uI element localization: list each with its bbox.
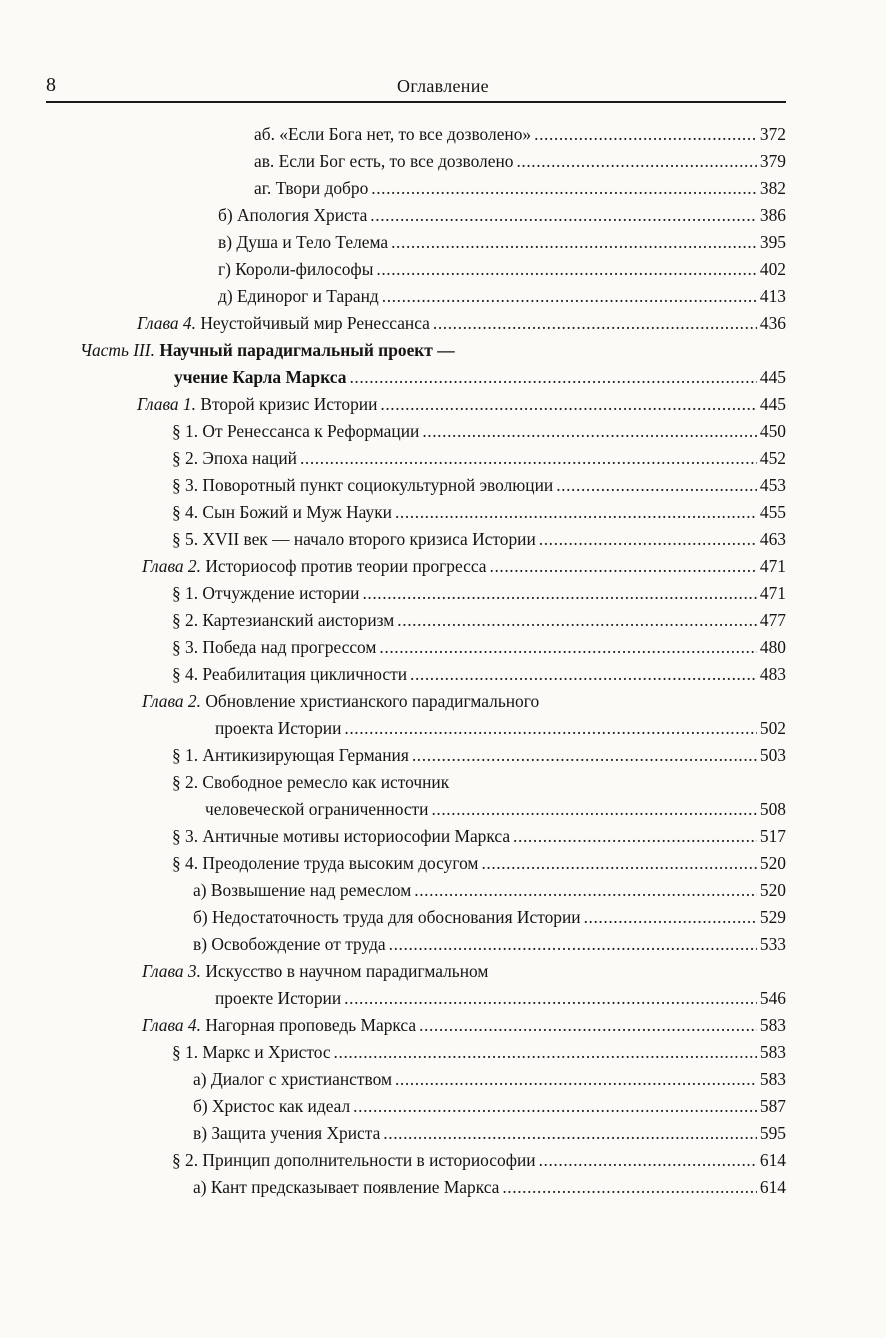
toc-entry-page: 587 <box>759 1096 786 1116</box>
dot-leader <box>362 581 756 605</box>
toc-entry-title: § 3. Поворотный пункт социокультурной эволюции <box>172 475 554 495</box>
toc-entry-page: 614 <box>759 1150 786 1170</box>
dot-leader <box>414 878 757 902</box>
toc-entry-title: ав. Если Бог есть, то все дозволено <box>254 151 514 171</box>
chapter-label: Глава 3. <box>142 961 201 981</box>
toc-entry-page: 372 <box>759 124 786 144</box>
toc-part <box>80 338 455 362</box>
toc-entry-page: 517 <box>759 826 786 846</box>
chapter-label: Глава 2. <box>142 691 201 711</box>
toc-entry <box>172 1040 786 1066</box>
part-label: Часть III. <box>80 340 155 360</box>
toc-entry-title: Второй кризис Истории <box>200 394 378 414</box>
toc-entry-title: § 4. Сын Божий и Муж Науки <box>172 502 392 522</box>
toc-entry-page: 520 <box>759 853 786 873</box>
dot-leader <box>584 905 757 929</box>
toc-entry-page: 402 <box>759 259 786 279</box>
toc-entry-title: а) Диалог с христианством <box>193 1069 392 1089</box>
toc-entry-page: 386 <box>759 205 786 225</box>
dot-leader <box>344 986 757 1010</box>
toc-entry-title: Нагорная проповедь Маркса <box>205 1015 417 1035</box>
toc-entry-page: 520 <box>759 880 786 900</box>
toc-entry <box>193 878 786 904</box>
toc-entry-page: 529 <box>759 907 786 927</box>
toc-chapter <box>142 554 786 580</box>
toc-entry-page: 477 <box>759 610 786 630</box>
toc-entry <box>193 1067 786 1093</box>
toc-entry <box>193 1175 786 1201</box>
toc-entry-page: 583 <box>759 1069 786 1089</box>
toc-entry <box>193 1094 786 1120</box>
toc-entry-title: д) Единорог и Таранд <box>218 286 379 306</box>
dot-leader <box>481 851 756 875</box>
toc-entry-page: 503 <box>759 745 786 765</box>
dot-leader <box>534 122 757 146</box>
dot-leader <box>556 473 757 497</box>
toc-entry-continued <box>205 797 786 823</box>
toc-entry-page: 379 <box>759 151 786 171</box>
toc-entry-title: § 2. Принцип дополнительности в историософии <box>172 1150 536 1170</box>
toc-entry <box>172 635 786 661</box>
toc-part-continued <box>174 365 786 391</box>
toc-entry <box>172 581 786 607</box>
toc-entry-page: 583 <box>759 1042 786 1062</box>
toc-entry-page: 436 <box>759 313 786 333</box>
toc-entry <box>254 176 786 202</box>
toc-entry-page: 453 <box>759 475 786 495</box>
toc-entry-page: 533 <box>759 934 786 954</box>
toc-entry <box>193 1121 786 1147</box>
toc-entry-title: аб. «Если Бога нет, то все дозволено» <box>254 124 532 144</box>
dot-leader <box>395 1067 757 1091</box>
toc-entry-page: 471 <box>759 556 786 576</box>
dot-leader <box>382 284 757 308</box>
dot-leader <box>431 797 756 821</box>
toc-entry-title: Неустойчивый мир Ренессанса <box>200 313 430 333</box>
toc-entry <box>218 257 786 283</box>
toc-entry-title: человеческой ограниченности <box>205 799 429 819</box>
toc-entry-title: проекта Истории <box>215 718 342 738</box>
toc-chapter <box>137 392 786 418</box>
toc-entry-title: Искусство в научном парадигмальном <box>205 961 489 981</box>
toc-entry-page: 508 <box>759 799 786 819</box>
dot-leader <box>422 419 757 443</box>
toc-entry <box>172 770 449 794</box>
toc-entry-page: 452 <box>759 448 786 468</box>
toc-entry-title: § 3. Античные мотивы историософии Маркса <box>172 826 511 846</box>
toc-entry-title: Обновление христианского парадигмального <box>205 691 540 711</box>
toc-entry <box>172 500 786 526</box>
dot-leader <box>516 149 756 173</box>
toc-entry <box>172 419 786 445</box>
toc-entry-page: 382 <box>759 178 786 198</box>
toc-entry-page: 395 <box>759 232 786 252</box>
toc-entry-page: 483 <box>759 664 786 684</box>
chapter-label: Глава 2. <box>142 556 201 576</box>
toc-entry-title: а) Возвышение над ремеслом <box>193 880 412 900</box>
dot-leader <box>410 662 757 686</box>
toc-chapter-continued <box>215 986 786 1012</box>
toc-entry <box>172 743 786 769</box>
toc-chapter <box>142 959 488 983</box>
toc-entry-title: в) Освобождение от труда <box>193 934 386 954</box>
toc-entry-page: 595 <box>759 1123 786 1143</box>
toc-entry-page: 455 <box>759 502 786 522</box>
toc-entry <box>172 473 786 499</box>
toc-entry-title: § 1. Маркс и Христос <box>172 1042 331 1062</box>
toc-entry-title: § 2. Свободное ремесло как источник <box>172 772 450 792</box>
toc-entry <box>172 851 786 877</box>
toc-entry <box>172 608 786 634</box>
dot-leader <box>334 1040 757 1064</box>
toc-entry <box>218 284 786 310</box>
toc-entry-title: в) Защита учения Христа <box>193 1123 381 1143</box>
toc-entry-title: аг. Твори добро <box>254 178 369 198</box>
toc-entry-title: г) Короли-философы <box>218 259 374 279</box>
dot-leader <box>376 257 757 281</box>
toc-entry-page: 471 <box>759 583 786 603</box>
toc-entry <box>218 203 786 229</box>
dot-leader <box>397 608 757 632</box>
toc-entry-page: 445 <box>759 367 786 387</box>
toc-entry <box>172 527 786 553</box>
chapter-label: Глава 1. <box>137 394 196 414</box>
toc-entry-title: § 4. Преодоление труда высоким досугом <box>172 853 479 873</box>
dot-leader <box>383 1121 757 1145</box>
toc-entry-title: Научный парадигмальный проект — <box>159 340 455 360</box>
toc-entry-page: 463 <box>759 529 786 549</box>
toc-entry <box>254 149 786 175</box>
toc-entry <box>254 122 786 148</box>
page-number: 8 <box>46 74 56 96</box>
toc-entry-title: учение Карла Маркса <box>174 367 347 387</box>
toc-entry-title: § 5. XVII век — начало второго кризиса Истории <box>172 529 536 549</box>
toc-entry-title: § 1. От Ренессанса к Реформации <box>172 421 420 441</box>
dot-leader <box>371 176 757 200</box>
dot-leader <box>391 230 757 254</box>
dot-leader <box>539 527 757 551</box>
toc-entry <box>172 1148 786 1174</box>
dot-leader <box>379 635 756 659</box>
toc-chapter <box>137 311 786 337</box>
dot-leader <box>419 1013 757 1037</box>
toc-entry <box>218 230 786 256</box>
dot-leader <box>490 554 757 578</box>
toc-entry-page: 480 <box>759 637 786 657</box>
running-title: Оглавление <box>397 76 489 96</box>
toc-chapter <box>142 1013 786 1039</box>
toc-entry <box>193 905 786 931</box>
chapter-label: Глава 4. <box>142 1015 201 1035</box>
dot-leader <box>433 311 757 335</box>
toc-entry-title: а) Кант предсказывает появление Маркса <box>193 1177 500 1197</box>
dot-leader <box>353 1094 757 1118</box>
dot-leader <box>349 365 756 389</box>
toc-entry-title: проекте Истории <box>215 988 342 1008</box>
header-rule <box>46 101 786 103</box>
dot-leader <box>370 203 757 227</box>
dot-leader <box>344 716 757 740</box>
dot-leader <box>539 1148 757 1172</box>
dot-leader <box>513 824 757 848</box>
toc-entry <box>172 446 786 472</box>
toc-entry-title: б) Апология Христа <box>218 205 368 225</box>
dot-leader <box>300 446 757 470</box>
toc-entry-page: 502 <box>759 718 786 738</box>
dot-leader <box>502 1175 757 1199</box>
toc-entry-page: 445 <box>759 394 786 414</box>
toc-entry-title: § 3. Победа над прогрессом <box>172 637 377 657</box>
toc-entry-title: б) Недостаточность труда для обоснования Истории <box>193 907 581 927</box>
toc-chapter <box>142 689 539 713</box>
toc-entry-title: § 2. Картезианский аисторизм <box>172 610 395 630</box>
toc-entry-title: в) Душа и Тело Телема <box>218 232 389 252</box>
toc-entry-title: § 1. Антикизирующая Германия <box>172 745 409 765</box>
dot-leader <box>395 500 757 524</box>
toc-entry-title: Историософ против теории прогресса <box>205 556 487 576</box>
toc-chapter-continued <box>215 716 786 742</box>
chapter-label: Глава 4. <box>137 313 196 333</box>
dot-leader <box>412 743 757 767</box>
toc-entry-page: 546 <box>759 988 786 1008</box>
dot-leader <box>380 392 757 416</box>
toc-entry-page: 413 <box>759 286 786 306</box>
toc-entry-title: § 1. Отчуждение истории <box>172 583 360 603</box>
toc-entry-page: 450 <box>759 421 786 441</box>
toc-entry <box>172 824 786 850</box>
toc-entry-title: § 4. Реабилитация цикличности <box>172 664 408 684</box>
toc-entry-page: 614 <box>759 1177 786 1197</box>
toc-entry-title: б) Христос как идеал <box>193 1096 351 1116</box>
dot-leader <box>389 932 757 956</box>
toc-entry <box>193 932 786 958</box>
toc-entry-title: § 2. Эпоха наций <box>172 448 297 468</box>
toc-entry <box>172 662 786 688</box>
toc-entry-page: 583 <box>759 1015 786 1035</box>
